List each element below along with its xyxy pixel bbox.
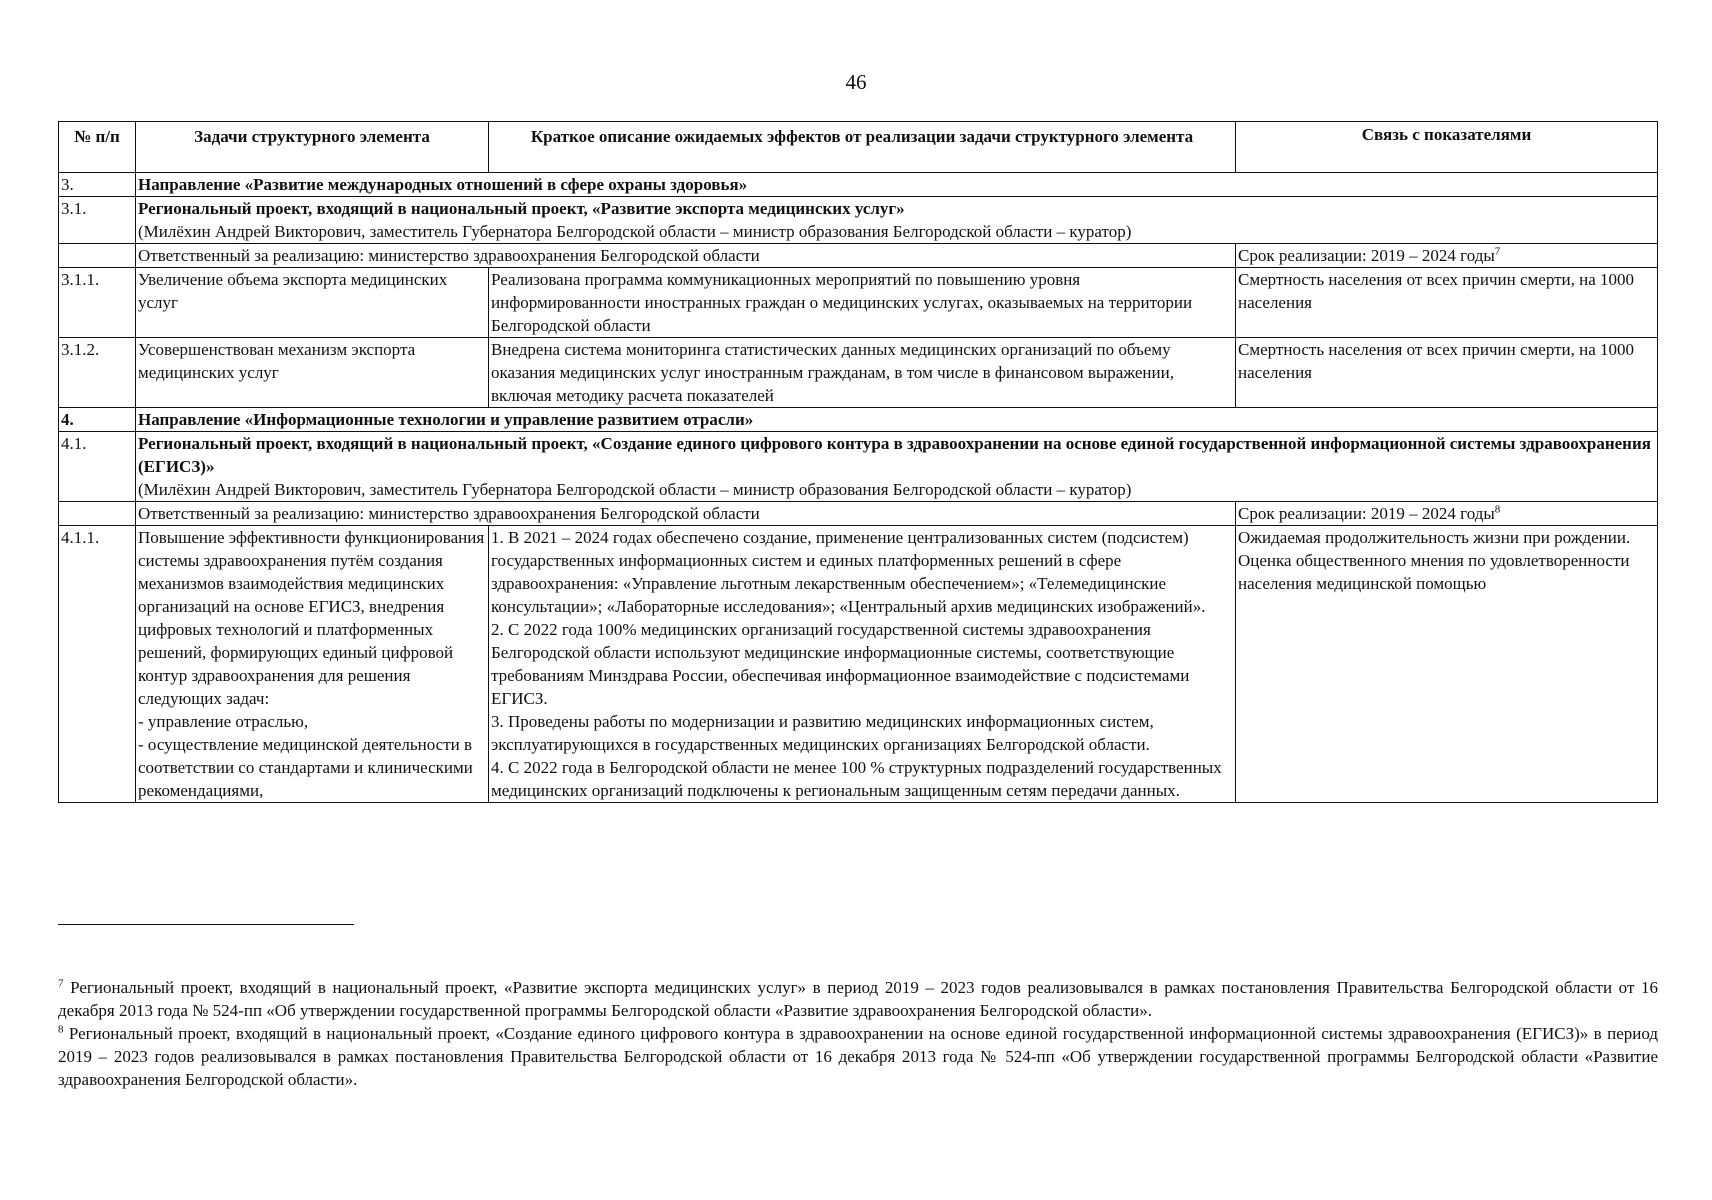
period-text: Срок реализации: 2019 – 2024 годы (1238, 246, 1495, 265)
footnote-separator (58, 924, 354, 925)
task-row-4-1-1 (59, 526, 1658, 803)
task-item: - осуществление медицинской деятельности в соответствии со стандартами и клиническими рекомендациями, (138, 735, 473, 800)
period-cell (1236, 502, 1658, 526)
responsible-row-3-1 (59, 244, 1658, 268)
indicator-item: Оценка общественного мнения по удовлетворенности населения медицинской помощью (1238, 551, 1630, 593)
footnote-text: Региональный проект, входящий в национальный проект, «Создание единого цифрового контура в здравоохранении на основе единой государственной информационной системы здравоохранения (ЕГИСЗ)» в период 2019 – 2023 годов реализовывался в рамках постановления Правительства Белгородской области от 16 декабря 2013 года № 524-пп «Об утверждении государственной программы Белгородской области «Развитие здравоохранения Белгородской области». (58, 1024, 1658, 1089)
project-title: Региональный проект, входящий в национальный проект, «Создание единого цифрового контура в здравоохранении на основе единой государственной информационной системы здравоохранения (ЕГИСЗ)» (138, 434, 1651, 476)
effect-item: 3. Проведены работы по модернизации и развитию медицинских информационных систем, эксплуатирующихся в государственных медицинских организациях Белгородской области. (491, 712, 1154, 754)
plan-table (58, 121, 1658, 803)
task-text: Увеличение объема экспорта медицинских услуг (136, 268, 489, 338)
task-cell (136, 526, 489, 803)
project-curator: (Милёхин Андрей Викторович, заместитель Губернатора Белгородской области – министр образования Белгородской области – куратор) (138, 480, 1132, 499)
indicator-cell (1236, 526, 1658, 803)
effect-item: 4. С 2022 года в Белгородской области не менее 100 % структурных подразделений государственных медицинских организаций подключены к региональным защищенным сетям передачи данных. (491, 758, 1222, 800)
effect-item: 1. В 2021 – 2024 годах обеспечено создание, применение централизованных систем (подсистем) государственных информационных систем и единых платформенных решений в сфере здравоохранения: «Управление льготным лекарственным обеспечением»; «Телемедицинские консультации»; «Лабораторные исследования»; «Центральный архив медицинских изображений». (491, 528, 1206, 616)
header-num: № п/п (59, 122, 136, 173)
task-item: - управление отраслью, (138, 712, 309, 731)
indicator-text: Смертность населения от всех причин смерти, на 1000 населения (1236, 338, 1658, 408)
task-num: 3.1.2. (59, 338, 136, 408)
task-num: 4.1.1. (59, 526, 136, 803)
project-row-4-1 (59, 432, 1658, 502)
section-num: 4. (59, 408, 136, 432)
footnote-text: Региональный проект, входящий в национальный проект, «Развитие экспорта медицинских услуг» в период 2019 – 2023 годов реализовывался в рамках постановления Правительства Белгородской области от 16 декабря 2013 года № 524-пп «Об утверждении государственной программы Белгородской области «Развитие здравоохранения Белгородской области». (58, 978, 1658, 1020)
task-text: Усовершенствован механизм экспорта медицинских услуг (136, 338, 489, 408)
footnotes (58, 976, 1658, 1091)
footnote-8 (58, 1022, 1658, 1091)
header-effects: Краткое описание ожидаемых эффектов от реализации задачи структурного элемента (489, 122, 1236, 173)
empty-cell (59, 244, 136, 268)
effects-text: Реализована программа коммуникационных мероприятий по повышению уровня информированности иностранных граждан о медицинских услугах, оказываемых на территории Белгородской области (489, 268, 1236, 338)
section-row-3 (59, 173, 1658, 197)
project-curator: (Милёхин Андрей Викторович, заместитель Губернатора Белгородской области – министр образования Белгородской области – куратор) (138, 222, 1132, 241)
footnote-ref: 8 (1494, 503, 1501, 516)
indicator-item: Ожидаемая продолжительность жизни при рождении. (1238, 528, 1631, 547)
header-link: Связь с показателями (1236, 122, 1658, 173)
period-cell (1236, 244, 1658, 268)
section-title: Направление «Информационные технологии и управление развитием отрасли» (136, 408, 1658, 432)
project-title: Региональный проект, входящий в национальный проект, «Развитие экспорта медицинских услуг» (138, 199, 905, 218)
effect-item: 2. С 2022 года 100% медицинских организаций государственной системы здравоохранения Белгородской области используют медицинские информационные системы, соответствующие требованиям Минздрава России, обеспечивая информационное взаимодействие с подсистемами ЕГИСЗ. (491, 620, 1190, 708)
task-row-3-1-2 (59, 338, 1658, 408)
section-row-4 (59, 408, 1658, 432)
task-row-3-1-1 (59, 268, 1658, 338)
table-header-row (59, 122, 1658, 173)
empty-cell (59, 502, 136, 526)
indicator-text: Смертность населения от всех причин смерти, на 1000 населения (1236, 268, 1658, 338)
task-text: Повышение эффективности функционирования системы здравоохранения путём создания механизмов взаимодействия медицинских организаций на основе ЕГИСЗ, внедрения цифровых технологий и платформенных решений, формирующих единый цифровой контур здравоохранения для решения следующих задач: (138, 528, 485, 708)
section-title: Направление «Развитие международных отношений в сфере охраны здоровья» (136, 173, 1658, 197)
footnote-mark: 7 (58, 977, 64, 990)
header-task: Задачи структурного элемента (136, 122, 489, 173)
effects-cell (489, 526, 1236, 803)
responsible-text: Ответственный за реализацию: министерство здравоохранения Белгородской области (136, 502, 1236, 526)
project-row-3-1 (59, 197, 1658, 244)
task-num: 3.1.1. (59, 268, 136, 338)
period-text: Срок реализации: 2019 – 2024 годы (1238, 504, 1495, 523)
footnote-ref: 7 (1494, 245, 1501, 258)
responsible-row-4-1 (59, 502, 1658, 526)
section-num: 3. (59, 173, 136, 197)
page-number: 46 (845, 70, 867, 94)
project-cell (136, 197, 1658, 244)
project-cell (136, 432, 1658, 502)
footnote-mark: 8 (58, 1023, 64, 1036)
footnote-7 (58, 976, 1658, 1022)
project-num: 4.1. (59, 432, 136, 502)
project-num: 3.1. (59, 197, 136, 244)
effects-text: Внедрена система мониторинга статистических данных медицинских организаций по объему оказания медицинских услуг иностранным гражданам, в том числе в финансовом выражении, включая методику расчета показателей (489, 338, 1236, 408)
responsible-text: Ответственный за реализацию: министерство здравоохранения Белгородской области (136, 244, 1236, 268)
